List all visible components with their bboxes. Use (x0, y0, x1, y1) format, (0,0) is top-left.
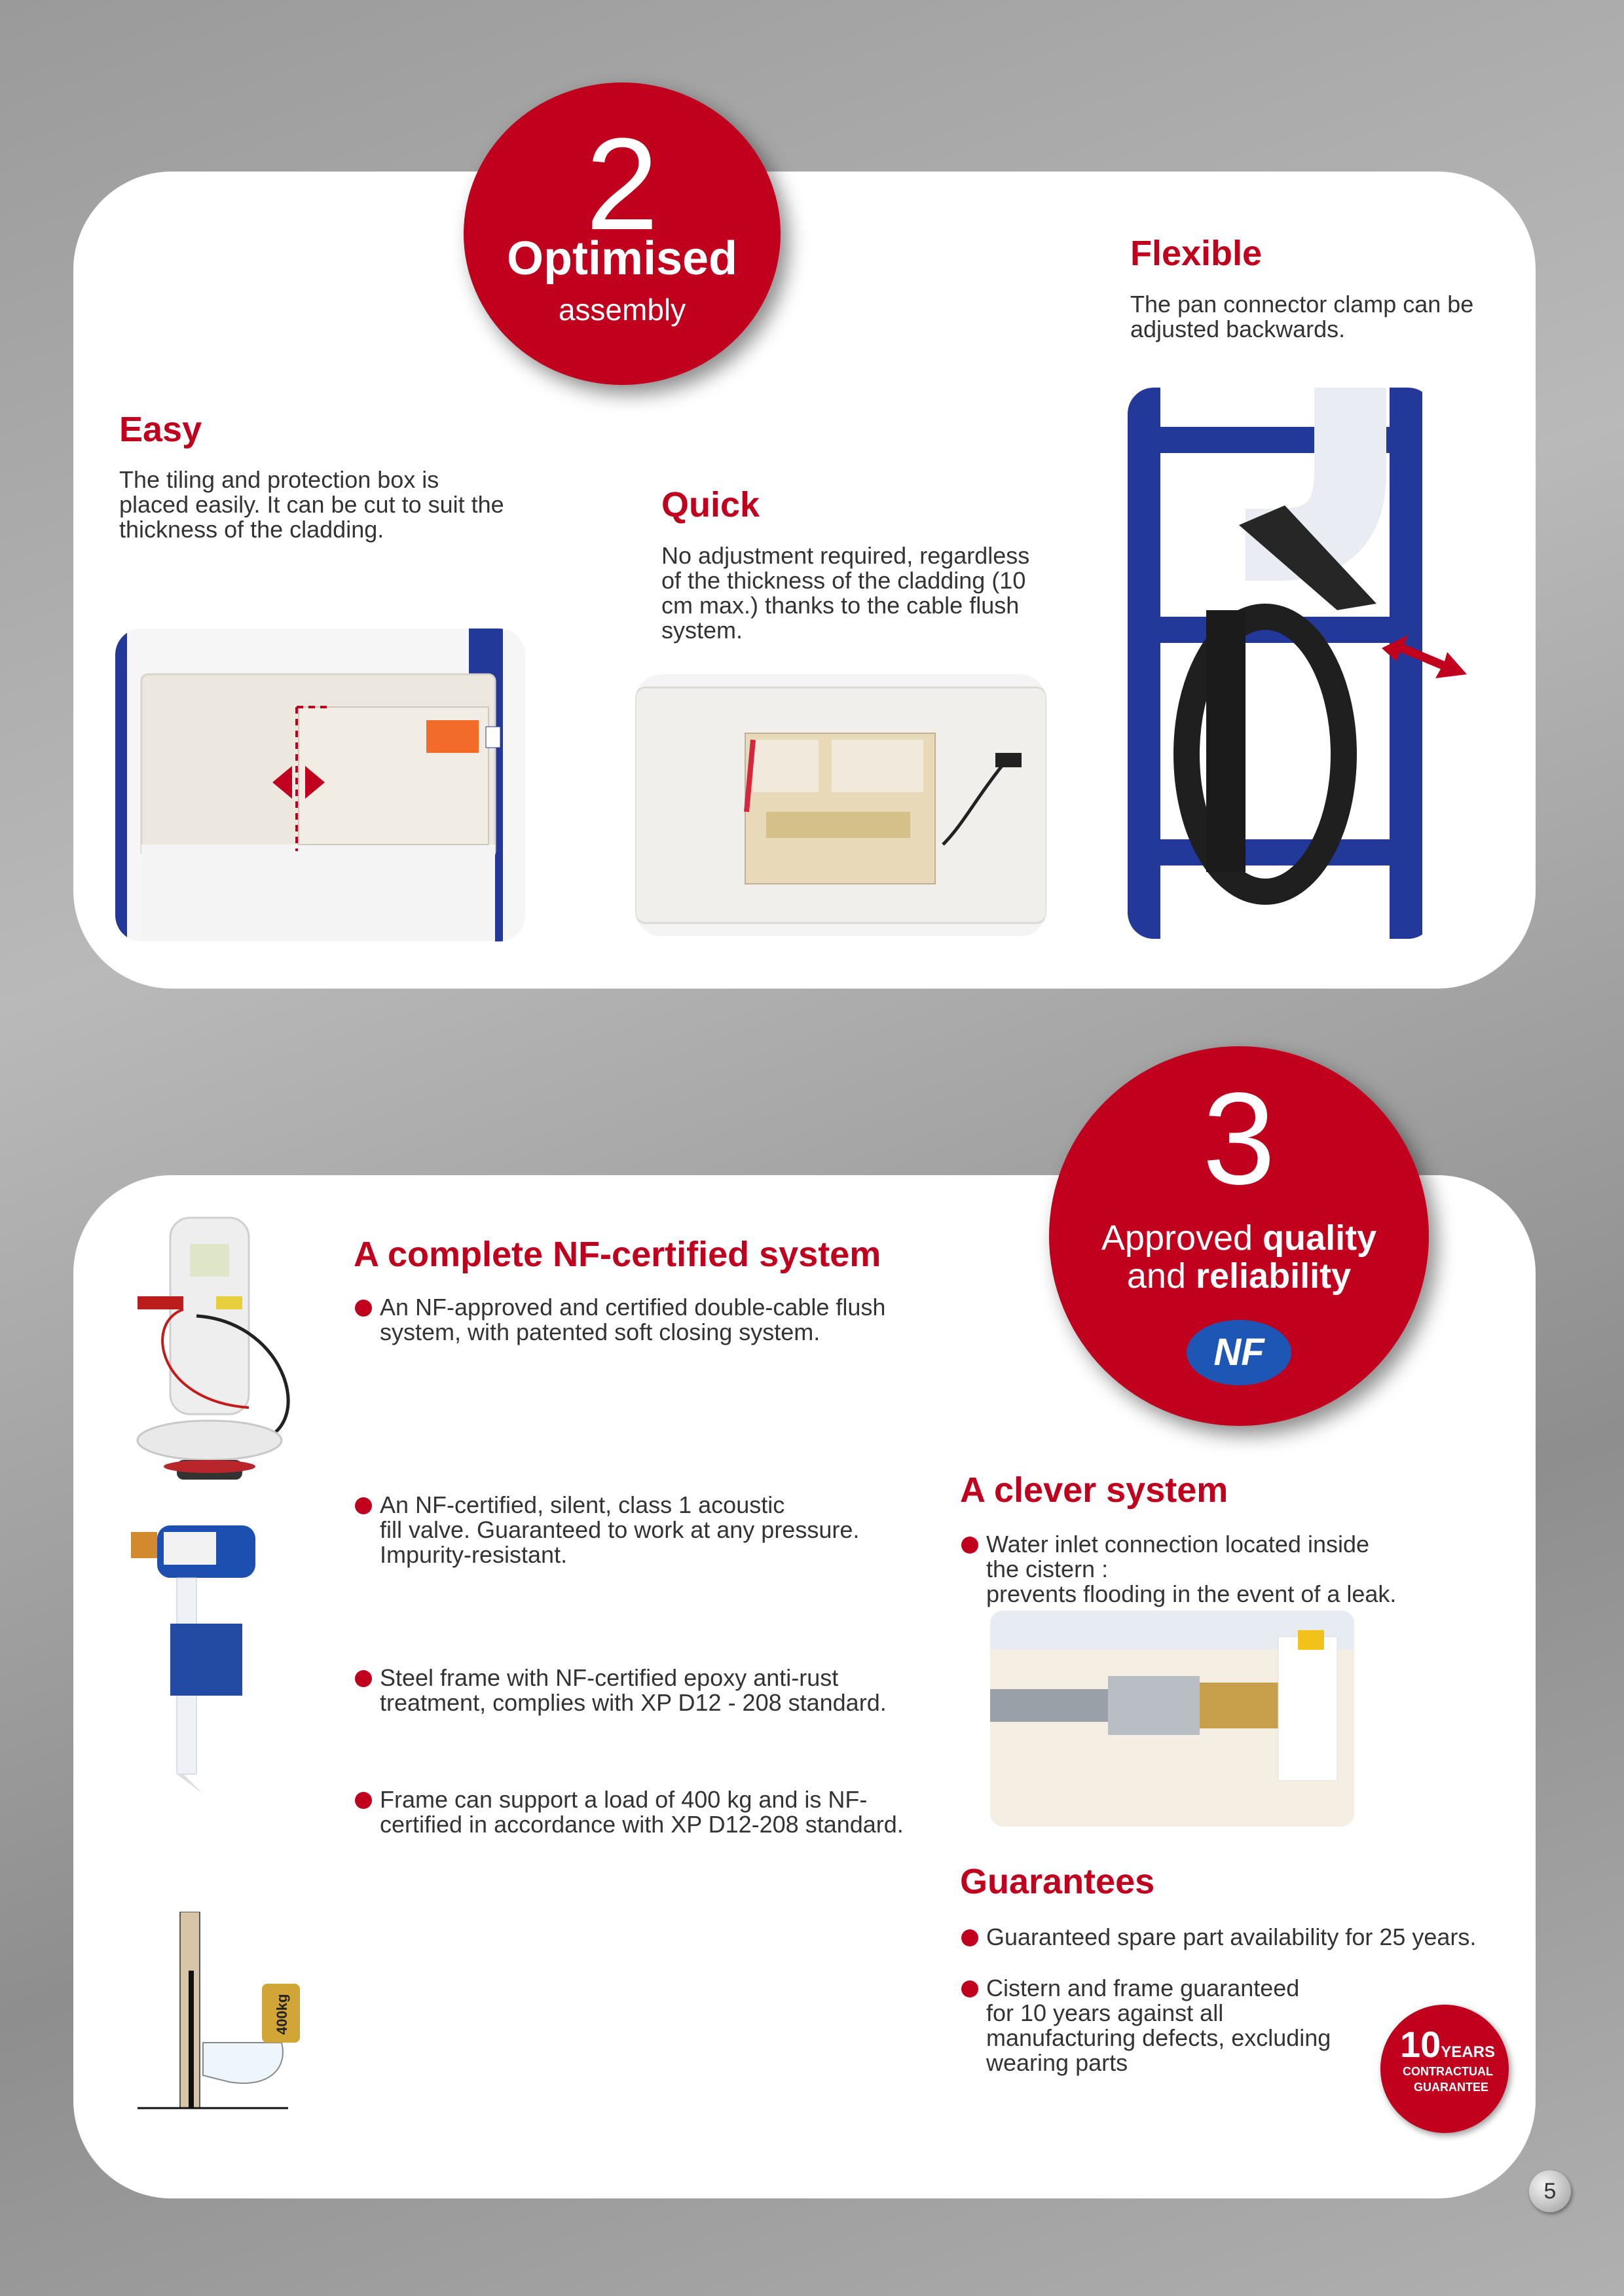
tiling-box-photo (115, 629, 525, 941)
section-2-title: Optimised (506, 232, 738, 285)
easy-text-line: The tiling and protection box is (119, 466, 439, 493)
complete-system-bullet (354, 1787, 904, 1837)
badge-years-text: YEARS (1441, 2043, 1495, 2061)
bullet-line: Impurity-resistant. (380, 1541, 568, 1568)
bullet-line: wearing parts (986, 2049, 1128, 2076)
bullet-line: treatment, complies with XP D12 - 208 standard. (380, 1689, 887, 1716)
bullet-line: system, with patented soft closing system. (380, 1319, 821, 1345)
quick-text-line: system. (661, 617, 743, 644)
bullet-line: Steel frame with NF-certified epoxy anti-rust (380, 1664, 839, 1691)
complete-system-bullet (354, 1295, 885, 1345)
quick-text-line: of the thickness of the cladding (10 (661, 567, 1026, 594)
flexible-text-line: The pan connector clamp can be (1130, 291, 1474, 318)
section-2-badge (464, 82, 781, 385)
badge-line2: GUARANTEE (1413, 2081, 1488, 2094)
nf-logo (1187, 1320, 1291, 1385)
badge-number-text: 10 (1400, 2024, 1441, 2065)
quick-text (661, 543, 1080, 643)
bullet-line: Guaranteed spare part availability for 25 years. (986, 1923, 1477, 1950)
easy-text-line: placed easily. It can be cut to suit the (119, 491, 504, 518)
water-inlet-photo (990, 1611, 1354, 1827)
complete-system-heading: A complete NF-certified system (354, 1235, 881, 1274)
nf-logo-text: NF (1213, 1331, 1264, 1374)
bullet-line: fill valve. Guaranteed to work at any pressure. (380, 1516, 860, 1543)
guarantees-bullet (960, 1925, 1476, 1950)
page-number: 5 (1529, 2170, 1571, 2212)
flexible-text-line: adjusted backwards. (1130, 316, 1346, 342)
adjust-arrow-icon (1382, 635, 1467, 681)
bullet-line: Cistern and frame guaranteed (986, 1975, 1300, 2001)
bullet-line: Water inlet connection located inside (986, 1531, 1369, 1558)
clever-system-bullet (960, 1532, 1396, 1607)
complete-system-bullet (354, 1493, 859, 1567)
easy-text-line: thickness of the cladding. (119, 516, 384, 543)
bullet-line: An NF-certified, silent, class 1 acoustic (380, 1491, 785, 1518)
flexible-heading: Flexible (1130, 234, 1263, 273)
section-2-subtitle: assembly (558, 293, 686, 327)
guarantees-heading: Guarantees (960, 1862, 1155, 1901)
fill-valve-photo (118, 1512, 282, 1800)
bullet-line: the cistern : (986, 1556, 1109, 1582)
guarantees-bullet (960, 1976, 1331, 2075)
section-3-title-plain: and (1126, 1256, 1196, 1296)
section-3-badge (1049, 1046, 1429, 1426)
section-3-title-plain: Approved (1101, 1218, 1263, 1258)
cable-flush-box-photo (635, 674, 1046, 936)
bullet-line: for 10 years against all (986, 1999, 1224, 2026)
section-2-number: 2 (585, 111, 659, 257)
easy-heading: Easy (119, 410, 202, 449)
bullet-line: prevents flooding in the event of a leak. (986, 1580, 1397, 1607)
badge-number (1400, 2023, 1495, 2066)
section-3-title-line2 (1049, 1256, 1429, 1296)
section-3-number: 3 (1202, 1066, 1276, 1212)
bullet-line: Frame can support a load of 400 kg and is NF- (380, 1786, 868, 1813)
bullet-line: certified in accordance with XP D12-208 standard. (380, 1811, 904, 1838)
bullet-line: An NF-approved and certified double-cable flush (380, 1294, 886, 1321)
flexible-text (1130, 292, 1523, 342)
complete-system-bullet (354, 1666, 887, 1715)
load-diagram (131, 1912, 308, 2115)
easy-text (119, 467, 578, 542)
badge-line1: CONTRACTUAL (1403, 2065, 1493, 2078)
flush-valve-photo (118, 1205, 341, 1499)
quick-text-line: cm max.) thanks to the cable flush (661, 592, 1020, 619)
quick-text-line: No adjustment required, regardless (661, 542, 1030, 569)
section-3-title-line1 (1049, 1218, 1429, 1258)
load-weight-label: 400kg (274, 1994, 290, 2035)
section-3-title-bold: reliability (1196, 1256, 1352, 1296)
bullet-line: manufacturing defects, excluding (986, 2024, 1331, 2051)
section-3-title-bold: quality (1263, 1218, 1377, 1258)
ten-year-guarantee-badge (1380, 2005, 1509, 2133)
quick-heading: Quick (661, 485, 760, 524)
clever-system-heading: A clever system (960, 1470, 1228, 1510)
